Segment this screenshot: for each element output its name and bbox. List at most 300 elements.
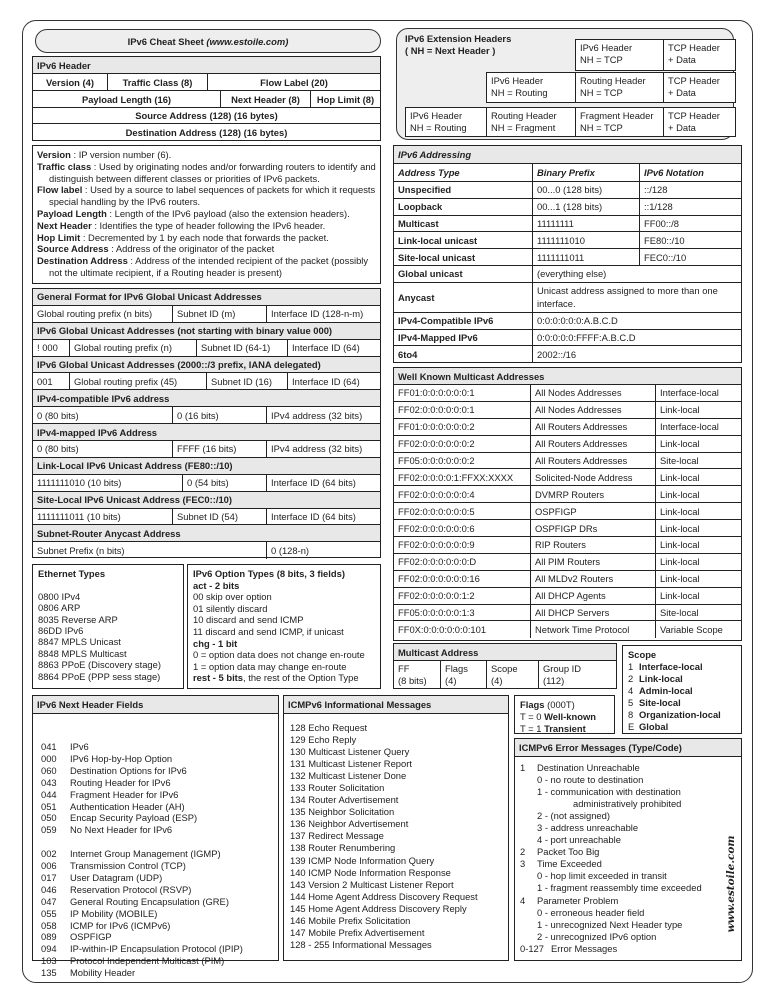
address-value: 1111111011 [533, 249, 640, 265]
header-name: TCP Header [668, 110, 720, 121]
format-section-title: IPv4-compatible IPv6 address [33, 390, 380, 407]
spacer [38, 579, 178, 590]
multicast-description: OSPFIGP [531, 503, 656, 519]
next-header-item [41, 872, 270, 884]
format-cell: Subnet Prefix (n bits) [33, 542, 267, 559]
scope-code: E [628, 721, 635, 732]
icmpv6-message-item: 128 Echo Request [290, 722, 368, 733]
description-item [37, 161, 376, 185]
watermark: www.estoile.com [725, 835, 737, 933]
next-header-item [41, 967, 270, 979]
ethernet-type-item: 8848 MPLS Multicast [38, 647, 127, 659]
multicast-row [394, 571, 741, 588]
extension-header-cell [575, 72, 664, 103]
icmpv6-informational-title: ICMPv6 Informational Messages [284, 696, 508, 714]
extension-header-cell [663, 107, 736, 137]
header-name: TCP Header [668, 75, 720, 86]
error-item [520, 907, 736, 919]
address-value: 0:0:0:0:0:FFFF:A.B.C.D [537, 331, 636, 343]
next-header-item [41, 789, 270, 801]
scope-item [628, 709, 736, 721]
multicast-row [394, 621, 741, 638]
format-section-title: IPv6 Global Unicast Addresses (not starting with binary value 000) [33, 323, 380, 340]
format-cell: Interface ID (64 bits) [271, 511, 356, 523]
multicast-description: All MLDv2 Routers [531, 571, 656, 587]
multicast-description: RIP Routers [531, 537, 656, 553]
multicast-table-title: Well Known Multicast Addresses [394, 368, 741, 385]
error-item [520, 846, 736, 858]
error-text: Packet Too Big [537, 846, 600, 858]
description-term: Traffic class [37, 160, 92, 172]
protocol-name: OSPFIGP [70, 931, 112, 943]
icmpv6-message-item: 144 Home Agent Address Discovery Request [290, 890, 478, 902]
source-address-field: Source Address (128) (16 bytes) [135, 110, 278, 121]
protocol-name: IPv6 [70, 741, 89, 752]
format-row [33, 340, 380, 357]
format-cell: Subnet ID (16) [207, 373, 288, 389]
multicast-row [394, 537, 741, 554]
next-header-item [41, 753, 270, 765]
format-cell: ! 000 [33, 340, 70, 356]
title-main: IPv6 Cheat Sheet [127, 35, 204, 47]
ethernet-types [32, 564, 184, 689]
multicast-address-fields [394, 661, 616, 688]
error-text: Parameter Problem [537, 894, 619, 906]
icmpv6-message-item: 132 Multicast Listener Done [290, 770, 407, 782]
multicast-scope: Link-local [660, 404, 700, 416]
field-name: Group ID [543, 662, 582, 674]
multicast-row [394, 605, 741, 622]
next-header-value: + Data [668, 54, 696, 65]
error-text: 2 - unrecognized IPv6 option [537, 930, 657, 942]
address-value: ::1/128 [644, 201, 673, 213]
address-value: 2002::/16 [537, 349, 577, 361]
error-type: 4 [520, 894, 526, 906]
format-cell: FFFF (16 bits) [173, 441, 267, 457]
error-item [520, 774, 736, 786]
next-header-item [41, 741, 270, 753]
next-header-fields [32, 695, 279, 979]
addressing-row [394, 199, 741, 216]
icmpv6-informational [283, 695, 509, 961]
next-header-item [41, 884, 270, 896]
error-item [520, 870, 736, 882]
scope-item [628, 673, 736, 685]
error-item [520, 762, 736, 774]
next-header-field: Next Header (8) [221, 91, 311, 107]
addressing-row [394, 283, 741, 313]
header-name: IPv6 Header [491, 75, 544, 86]
multicast-scope: Variable Scope [660, 624, 723, 636]
addressing-row [394, 313, 741, 330]
multicast-description: All Routers Addresses [531, 419, 656, 435]
addressing-row [394, 266, 741, 283]
next-header-item [41, 765, 270, 777]
description-item [37, 184, 376, 208]
next-header-list [33, 714, 278, 979]
multicast-description: Network Time Protocol [531, 621, 656, 638]
multicast-address: FF02:0:0:0:0:0:0:D [394, 554, 531, 570]
format-row [33, 441, 380, 458]
flags-title [520, 699, 609, 711]
addressing-row [394, 249, 741, 266]
protocol-code: 044 [41, 788, 57, 800]
extension-header-cell [575, 107, 664, 137]
icmpv6-message-item: 137 Redirect Message [290, 830, 384, 842]
protocol-name: Authentication Header (AH) [70, 800, 185, 812]
format-cell: 0 (16 bits) [173, 407, 267, 423]
multicast-field [441, 661, 487, 688]
protocol-name: Reservation Protocol (RSVP) [70, 883, 192, 895]
icmpv6-errors-title: ICMPv6 Error Messages (Type/Code) [515, 739, 741, 757]
multicast-address: FF02:0:0:0:0:1:FFXX:XXXX [394, 469, 531, 485]
protocol-code: 043 [41, 776, 57, 788]
flags-box [514, 695, 615, 734]
multicast-scope: Link-local [660, 438, 700, 450]
field-size: (112) [543, 674, 565, 686]
multicast-row [394, 385, 741, 402]
protocol-code: 000 [41, 752, 57, 764]
flag-value: T = 1 [520, 723, 545, 734]
format-row [33, 542, 380, 559]
format-cell: IPv4 address (32 bits) [271, 409, 363, 421]
error-item [520, 822, 736, 834]
next-header-item [41, 920, 270, 932]
multicast-address: FF02:0:0:0:0:0:0:9 [394, 537, 531, 553]
error-item [520, 931, 736, 943]
addressing-row [394, 182, 741, 199]
multicast-scope: Link-local [660, 590, 700, 602]
icmpv6-message-item: 133 Router Solicitation [290, 782, 385, 794]
option-type-item [193, 580, 375, 592]
multicast-description: All Nodes Addresses [531, 402, 656, 418]
payload-length-field: Payload Length (16) [33, 91, 221, 107]
error-text: 0 - erroneous header field [537, 906, 645, 918]
version-field: Version (4) [33, 74, 108, 90]
protocol-name: Protocol Independent Multicast (PIM) [70, 955, 225, 967]
icmpv6-message-item: 130 Multicast Listener Query [290, 746, 410, 758]
description-term: Flow label [37, 184, 83, 196]
next-header-item [41, 812, 270, 824]
multicast-address: FF0X:0:0:0:0:0:0:101 [394, 621, 531, 638]
error-item [520, 858, 736, 870]
next-header-value: NH = Routing [491, 87, 548, 98]
address-value: FE80::/10 [644, 234, 685, 246]
flags-label: Flags [520, 699, 545, 710]
option-types-title: IPv6 Option Types (8 bits, 3 fields) [193, 568, 345, 579]
column-header: Address Type [394, 164, 533, 181]
multicast-scope: Link-local [660, 471, 700, 483]
format-cell: Global routing prefix (n) [70, 340, 197, 356]
description-text: : Length of the IPv6 payload (also the extension headers). [106, 207, 350, 219]
format-cell: IPv4 address (32 bits) [271, 443, 363, 455]
address-type: IPv4-Mapped IPv6 [394, 330, 533, 346]
next-header-value: NH = TCP [580, 87, 623, 98]
multicast-address: FF01:0:0:0:0:0:0:2 [394, 419, 531, 435]
header-name: Fragment Header [580, 110, 654, 121]
option-type-item [193, 638, 375, 650]
scope-item [628, 685, 736, 697]
description-text: : Address of the intended recipient of the packet (possibly not the ultimate recipient, if a Routing header is present) [49, 255, 369, 278]
error-text: administratively prohibited [573, 798, 682, 810]
error-text: 1 - unrecognized Next Header type [537, 918, 683, 930]
address-value: FF00::/8 [644, 217, 679, 229]
multicast-address: FF02:0:0:0:0:0:0:16 [394, 571, 531, 587]
multicast-address: FF02:0:0:0:0:0:0:4 [394, 486, 531, 502]
title-site: (www.estoile.com) [206, 35, 289, 47]
scope-item [628, 721, 736, 733]
multicast-address-format [393, 643, 617, 689]
next-header-value: NH = Routing [410, 122, 467, 133]
icmpv6-message-item: 143 Version 2 Multicast Listener Report [290, 878, 454, 890]
option-type-bold: rest - 5 bits [193, 672, 244, 684]
protocol-name: IP-within-IP Encapsulation Protocol (IPIP) [70, 943, 243, 955]
next-header-value: NH = TCP [580, 122, 623, 133]
icmpv6-message-item: 136 Neighbor Advertisement [290, 818, 409, 830]
next-header-item [41, 896, 270, 908]
address-type: Multicast [394, 216, 533, 232]
option-types [187, 564, 381, 689]
extension-header-cell [663, 39, 736, 71]
header-name: TCP Header [668, 42, 720, 53]
multicast-address: FF01:0:0:0:0:0:0:1 [394, 385, 531, 401]
extension-header-cell [575, 39, 664, 71]
icmpv6-message-item: 129 Echo Reply [290, 734, 357, 746]
protocol-name: Encap Security Payload (ESP) [70, 812, 198, 824]
scope-name: Interface-local [639, 661, 703, 672]
error-text: 0 - no route to destination [537, 774, 644, 786]
next-header-item [41, 908, 270, 920]
ipv6-header-table [32, 56, 381, 141]
field-size: (4) [445, 674, 457, 686]
icmpv6-errors-list [515, 757, 741, 955]
address-value: FEC0::/10 [644, 251, 687, 263]
field-name: Scope [491, 662, 518, 674]
multicast-scope: Link-local [660, 556, 700, 568]
next-header-value: + Data [668, 122, 696, 133]
format-cell: 001 [33, 373, 70, 389]
next-header-item [41, 955, 270, 967]
field-size: (8 bits) [398, 674, 427, 686]
multicast-scope: Interface-local [660, 421, 719, 433]
icmpv6-message-item: 146 Mobile Prefix Solicitation [290, 914, 411, 926]
multicast-field [394, 661, 441, 688]
protocol-code: 103 [41, 955, 57, 967]
header-row [33, 124, 380, 140]
multicast-row [394, 402, 741, 419]
scope-title: Scope [628, 649, 657, 660]
multicast-scope: Interface-local [660, 387, 719, 399]
protocol-code: 135 [41, 967, 57, 979]
multicast-description: DVMRP Routers [531, 486, 656, 502]
error-text: 1 - communication with destination [537, 786, 681, 798]
format-row [33, 509, 380, 526]
description-text: : Decremented by 1 by each node that forwards the packet. [80, 231, 329, 243]
address-type: IPv4-Compatible IPv6 [394, 313, 533, 329]
icmpv6-message-item: 128 - 255 Informational Messages [290, 938, 432, 950]
column-header: IPv6 Notation [644, 167, 704, 178]
protocol-code: 047 [41, 895, 57, 907]
scope-code: 8 [628, 709, 634, 720]
multicast-description: All Routers Addresses [531, 436, 656, 452]
next-header-item [41, 848, 270, 860]
protocol-code: 041 [41, 741, 57, 752]
next-header-item [41, 931, 270, 943]
address-value: (everything else) [537, 268, 607, 280]
option-type-text: 00 skip over option [193, 591, 272, 603]
format-cell: Global routing prefix (n bits) [33, 306, 173, 322]
ethernet-type-item: 86DD IPv6 [38, 625, 84, 637]
field-name: Flags [445, 662, 468, 674]
scope-name: Link-local [639, 673, 683, 684]
multicast-description: OSPFIGP DRs [531, 520, 656, 536]
extension-header-cell [486, 72, 576, 103]
description-item [37, 243, 376, 255]
icmpv6-message-item: 138 Router Renumbering [290, 842, 396, 854]
icmpv6-message-item: 147 Mobile Prefix Advertisement [290, 926, 425, 938]
description-item [37, 255, 376, 279]
address-value: ::/128 [644, 184, 668, 196]
description-term: Source Address [37, 243, 109, 255]
ipv6-header-title: IPv6 Header [33, 57, 380, 74]
flag-item [520, 711, 609, 723]
icmpv6-informational-list [284, 714, 508, 951]
protocol-name: User Datagram (UDP) [70, 871, 163, 883]
description-text: : Identifies the type of header following the IPv6 header. [91, 219, 326, 231]
address-type: Anycast [394, 283, 533, 312]
address-value: 00...1 (128 bits) [533, 199, 640, 215]
next-header-item [41, 777, 270, 789]
option-type-text: 10 discard and send ICMP [193, 614, 304, 626]
protocol-code: 059 [41, 824, 57, 836]
flag-meaning: Well-known [544, 711, 596, 722]
format-section-title: IPv4-mapped IPv6 Address [33, 424, 380, 441]
icmpv6-message-item: 131 Multicast Listener Report [290, 758, 412, 770]
description-item [37, 232, 376, 244]
protocol-code: 006 [41, 860, 57, 872]
protocol-name: General Routing Encapsulation (GRE) [70, 895, 229, 907]
multicast-description: All Routers Addresses [531, 453, 656, 469]
protocol-name: Routing Header for IPv6 [70, 776, 171, 788]
header-name: Routing Header [580, 75, 646, 86]
flag-item [520, 723, 609, 735]
multicast-address: FF02:0:0:0:0:0:0:6 [394, 520, 531, 536]
next-header-value: NH = TCP [580, 54, 623, 65]
address-type: Link-local unicast [394, 232, 533, 248]
error-text: 4 - port unreachable [537, 834, 621, 846]
header-row [33, 91, 380, 108]
format-cell: 0 (80 bits) [33, 407, 173, 423]
address-type: Global unicast [394, 266, 533, 282]
extension-header-cell [663, 72, 736, 103]
multicast-row [394, 469, 741, 486]
extension-headers-subtitle: ( NH = Next Header ) [405, 45, 496, 56]
next-header-item [41, 860, 270, 872]
format-cell: Interface ID (64) [292, 342, 360, 354]
multicast-description: All PIM Routers [531, 554, 656, 570]
next-header-value: NH = Fragment [491, 122, 556, 133]
multicast-scope: Link-local [660, 539, 700, 551]
extension-header-cell [486, 107, 576, 137]
multicast-scope: Link-local [660, 505, 700, 517]
icmpv6-message-item: 135 Neighbor Solicitation [290, 806, 395, 818]
description-item [37, 208, 376, 220]
multicast-row [394, 419, 741, 436]
icmpv6-message-item: 139 ICMP Node Information Query [290, 854, 435, 866]
next-header-value: + Data [668, 87, 696, 98]
field-size: (4) [491, 674, 503, 686]
multicast-scope: Site-local [660, 455, 699, 466]
protocol-code: 051 [41, 800, 57, 812]
extension-headers-title: IPv6 Extension Headers [405, 33, 512, 44]
flags-bits: (000T) [544, 699, 575, 710]
option-type-item [193, 672, 375, 684]
format-cell: Global routing prefix (45) [70, 373, 207, 389]
next-header-item [41, 836, 270, 848]
next-header-item [41, 943, 270, 955]
column-header: Binary Prefix [533, 164, 640, 181]
protocol-name: Internet Group Management (IGMP) [70, 848, 221, 860]
header-name: Routing Header [491, 110, 557, 121]
option-type-item [193, 603, 375, 615]
protocol-code: 094 [41, 943, 57, 955]
description-text: : IP version number (6). [70, 149, 172, 160]
addressing-row [394, 330, 741, 347]
error-text: 0 - hop limit exceeded in transit [537, 870, 667, 882]
scope-code: 2 [628, 673, 634, 684]
option-type-text: 1 = option data may change en-route [193, 660, 347, 672]
traffic-class-field: Traffic Class (8) [108, 74, 208, 90]
description-term: Hop Limit [37, 231, 81, 243]
scope-box [622, 645, 742, 734]
icmpv6-error-messages [514, 738, 742, 961]
protocol-name: Transmission Control (TCP) [70, 860, 186, 872]
multicast-address: FF05:0:0:0:0:0:0:2 [394, 453, 531, 469]
addressing-column-headers [394, 164, 741, 182]
protocol-code: 060 [41, 764, 57, 776]
well-known-multicast-table [393, 367, 742, 641]
multicast-description: Solicited-Node Address [531, 469, 656, 485]
format-cell: Interface ID (128-n-m) [271, 308, 364, 320]
error-type: 3 [520, 858, 526, 870]
protocol-code: 058 [41, 919, 57, 931]
next-header-item [41, 824, 270, 836]
protocol-code: 055 [41, 907, 57, 919]
hop-limit-field: Hop Limit (8) [316, 93, 375, 105]
error-item [520, 882, 736, 894]
multicast-row [394, 503, 741, 520]
error-text: Error Messages [551, 942, 618, 954]
error-text: Destination Unreachable [537, 762, 640, 773]
multicast-scope: Site-local [660, 607, 699, 619]
multicast-row [394, 588, 741, 605]
scope-item [628, 697, 736, 709]
ethernet-type-item: 0800 IPv4 [38, 590, 81, 602]
ipv6-addressing-title: IPv6 Addressing [394, 146, 741, 164]
protocol-code: 017 [41, 871, 57, 883]
protocol-code: 002 [41, 848, 57, 860]
flow-label-field: Flow Label (20) [260, 76, 328, 88]
multicast-scope: Link-local [660, 573, 700, 585]
addressing-row [394, 216, 741, 233]
protocol-code: 046 [41, 883, 57, 895]
addressing-row [394, 232, 741, 249]
field-name: FF [398, 662, 410, 674]
option-type-text: , the rest of the Option Type [243, 672, 359, 684]
icmpv6-message-item: 140 ICMP Node Information Response [290, 866, 451, 878]
multicast-address-title: Multicast Address [394, 644, 616, 661]
error-text: Time Exceeded [537, 858, 602, 870]
